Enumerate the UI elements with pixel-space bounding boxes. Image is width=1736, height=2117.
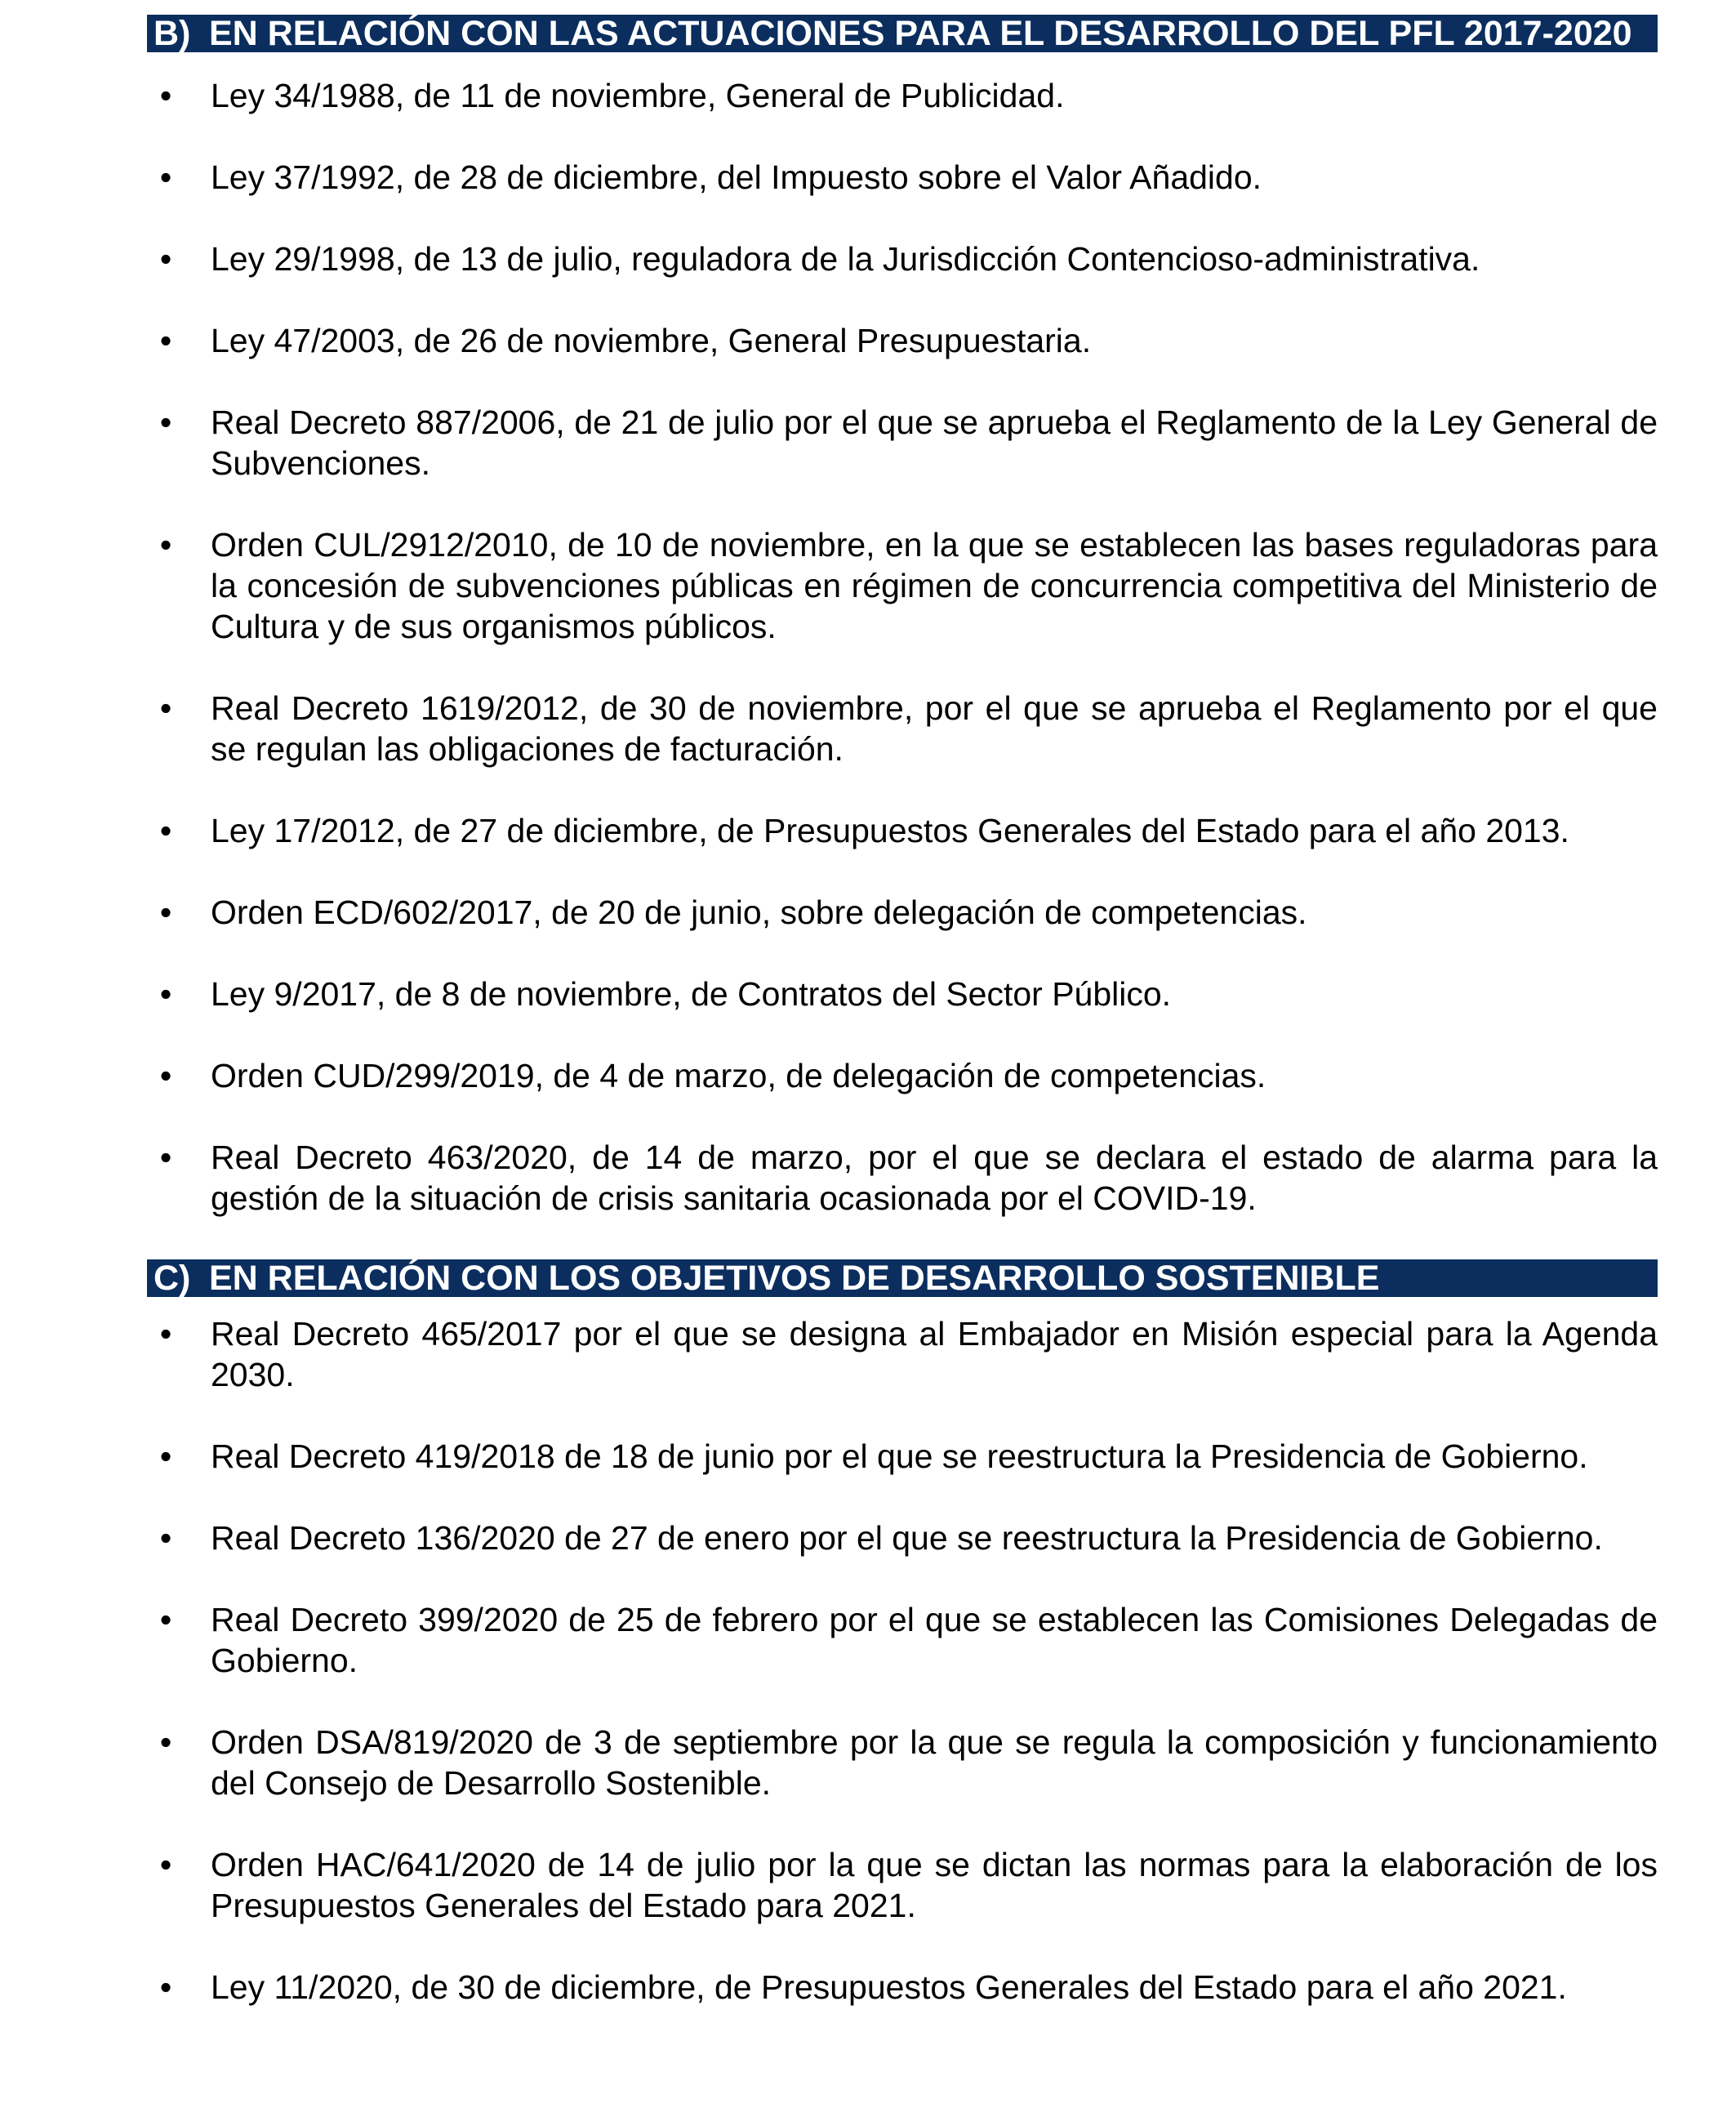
section-c-letter: C): [154, 1259, 191, 1297]
bullet-icon: •: [159, 322, 172, 359]
list-item-text: Orden ECD/602/2017, de 20 de junio, sobre delegación de competencias.: [211, 894, 1307, 931]
document-page: [147, 15, 1658, 2048]
list-item-text: Orden CUD/299/2019, de 4 de marzo, de delegación de competencias.: [211, 1057, 1266, 1094]
list-item: [147, 1722, 1658, 1803]
list-item-text: Real Decreto 399/2020 de 25 de febrero por el que se establecen las Comisiones Delegadas de Gobierno.: [211, 1601, 1658, 1679]
list-item: [147, 688, 1658, 769]
section-c-title: EN RELACIÓN CON LOS OBJETIVOS DE DESARROLLO SOSTENIBLE: [209, 1259, 1380, 1297]
list-item-text: Real Decreto 465/2017 por el que se designa al Embajador en Misión especial para la Agenda 2030.: [211, 1315, 1658, 1393]
list-item: [147, 402, 1658, 484]
bullet-icon: •: [159, 812, 172, 849]
bullet-icon: •: [159, 1968, 172, 2006]
list-item: [147, 810, 1658, 851]
list-item: [147, 1518, 1658, 1558]
list-item: [147, 1844, 1658, 1926]
section-b-list: [147, 75, 1658, 1219]
list-item-text: Ley 17/2012, de 27 de diciembre, de Presupuestos Generales del Estado para el año 2013.: [211, 812, 1569, 849]
bullet-icon: •: [159, 1519, 172, 1557]
bullet-icon: •: [159, 1846, 172, 1883]
list-item: [147, 892, 1658, 933]
bullet-icon: •: [159, 1057, 172, 1094]
bullet-icon: •: [159, 240, 172, 278]
section-c-list: [147, 1313, 1658, 2008]
list-item: [147, 1436, 1658, 1477]
bullet-icon: •: [159, 403, 172, 441]
bullet-icon: •: [159, 526, 172, 564]
list-item-text: Ley 37/1992, de 28 de diciembre, del Impuesto sobre el Valor Añadido.: [211, 158, 1262, 196]
list-item: [147, 1967, 1658, 2008]
list-item: [147, 1599, 1658, 1681]
bullet-icon: •: [159, 1315, 172, 1353]
list-item-text: Ley 47/2003, de 26 de noviembre, General Presupuestaria.: [211, 322, 1092, 359]
bullet-icon: •: [159, 894, 172, 931]
list-item-text: Orden CUL/2912/2010, de 10 de noviembre, en la que se establecen las bases reguladoras para la concesión de subvenciones públicas en régimen de concurrencia competitiva del Ministerio de Cultura y de sus organismos públicos.: [211, 526, 1658, 645]
list-item: [147, 524, 1658, 647]
list-item: [147, 75, 1658, 116]
list-item-text: Real Decreto 1619/2012, de 30 de noviembre, por el que se aprueba el Reglamento por el que se regulan las obligaciones de facturación.: [211, 689, 1658, 768]
section-b-title: EN RELACIÓN CON LAS ACTUACIONES PARA EL DESARROLLO DEL PFL 2017-2020: [209, 15, 1632, 52]
bullet-icon: •: [159, 1601, 172, 1638]
list-item-text: Ley 34/1988, de 11 de noviembre, General de Publicidad.: [211, 77, 1065, 114]
bullet-icon: •: [159, 158, 172, 196]
list-item-text: Orden DSA/819/2020 de 3 de septiembre por la que se regula la composición y funcionamiento del Consejo de Desarrollo Sostenible.: [211, 1723, 1658, 1802]
section-b-letter: B): [154, 15, 191, 52]
section-b-header: [147, 15, 1658, 52]
list-item-text: Ley 9/2017, de 8 de noviembre, de Contratos del Sector Público.: [211, 975, 1172, 1013]
list-item: [147, 1055, 1658, 1096]
section-c-header: [147, 1259, 1658, 1297]
list-item-text: Real Decreto 419/2018 de 18 de junio por el que se reestructura la Presidencia de Gobierno.: [211, 1437, 1588, 1475]
list-item: [147, 974, 1658, 1014]
list-item: [147, 157, 1658, 198]
section-c: [147, 1259, 1658, 2008]
list-item: [147, 1313, 1658, 1395]
list-item-text: Real Decreto 887/2006, de 21 de julio por el que se aprueba el Reglamento de la Ley General de Subvenciones.: [211, 403, 1658, 482]
bullet-icon: •: [159, 975, 172, 1013]
bullet-icon: •: [159, 77, 172, 114]
list-item-text: Ley 11/2020, de 30 de diciembre, de Presupuestos Generales del Estado para el año 2021.: [211, 1968, 1567, 2006]
bullet-icon: •: [159, 689, 172, 727]
list-item: [147, 320, 1658, 361]
list-item-text: Real Decreto 463/2020, de 14 de marzo, por el que se declara el estado de alarma para la gestión de la situación de crisis sanitaria ocasionada por el COVID-19.: [211, 1139, 1658, 1217]
list-item: [147, 238, 1658, 279]
bullet-icon: •: [159, 1139, 172, 1176]
list-item-text: Ley 29/1998, de 13 de julio, reguladora de la Jurisdicción Contencioso-administrativa.: [211, 240, 1480, 278]
section-b: [147, 15, 1658, 1219]
list-item: [147, 1137, 1658, 1219]
list-item-text: Orden HAC/641/2020 de 14 de julio por la que se dictan las normas para la elaboración de los Presupuestos Generales del Estado para 2021.: [211, 1846, 1658, 1924]
bullet-icon: •: [159, 1437, 172, 1475]
list-item-text: Real Decreto 136/2020 de 27 de enero por el que se reestructura la Presidencia de Gobierno.: [211, 1519, 1603, 1557]
bullet-icon: •: [159, 1723, 172, 1761]
